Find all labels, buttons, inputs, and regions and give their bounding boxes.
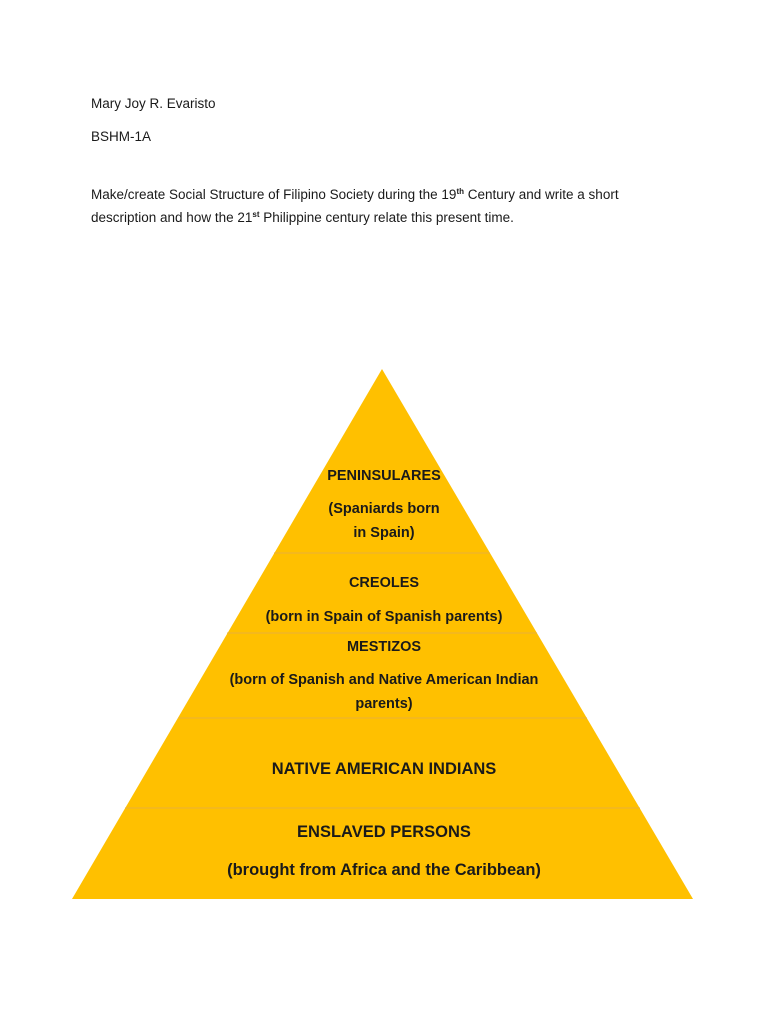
pyramid-level-enslaved-persons-title: ENSLAVED PERSONS [297,823,471,841]
pyramid-level-mestizos-title: MESTIZOS [346,639,422,655]
prompt-text: description and how the 21 [91,210,253,225]
ordinal-superscript: st [252,210,260,219]
pyramid-level-peninsulares-desc: in Spain) [353,525,415,541]
prompt-text: Make/create Social Structure of Filipino Society during the 19 [91,187,457,202]
pyramid-level-mestizos-desc: parents) [355,696,413,712]
pyramid-level-native-american-indians-title: NATIVE AMERICAN INDIANS [271,760,497,778]
pyramid-level-mestizos-desc: (born of Spanish and Native American Indian [229,672,539,688]
course-section: BSHM-1A [91,129,152,144]
pyramid-level-creoles-title: CREOLES [348,575,420,591]
prompt-text: Philippine century relate this present time. [259,210,514,225]
prompt-text: Century and write a short [464,187,619,202]
ordinal-superscript: th [456,187,464,196]
pyramid-level-enslaved-persons-desc: (brought from Africa and the Caribbean) [227,861,541,879]
pyramid-level-creoles-desc: (born in Spain of Spanish parents) [265,609,503,625]
pyramid-level-peninsulares-desc: (Spaniards born [328,501,440,517]
author-name: Mary Joy R. Evaristo [91,96,216,111]
pyramid-level-peninsulares-title: PENINSULARES [327,468,441,484]
